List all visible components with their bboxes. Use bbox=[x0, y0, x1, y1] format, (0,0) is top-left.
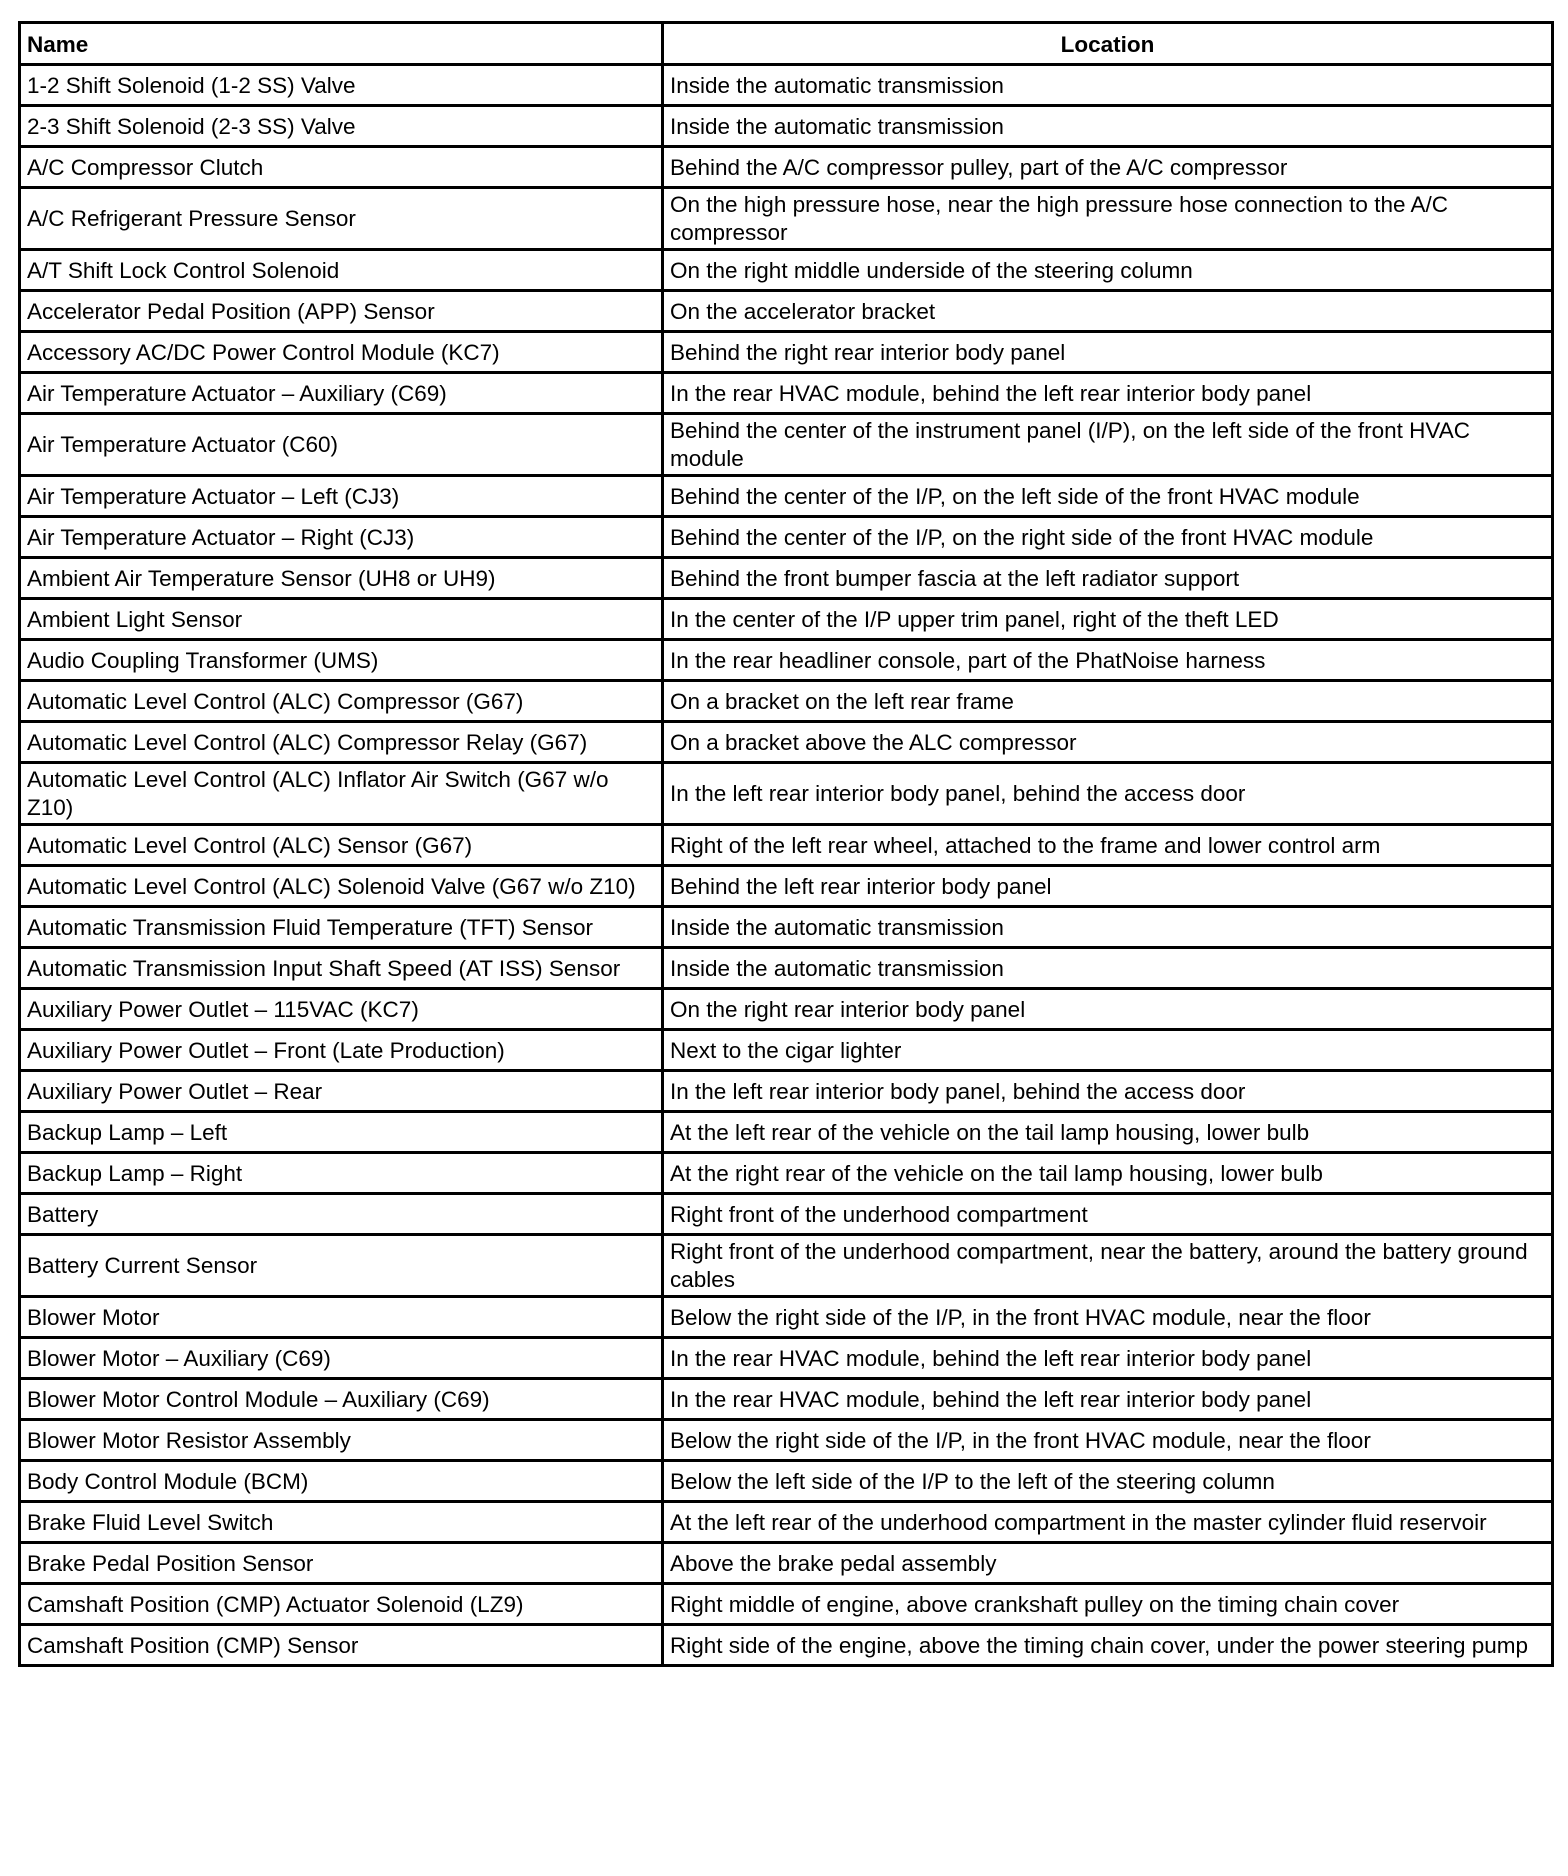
table-row bbox=[20, 1112, 1553, 1153]
cell-component-location: In the left rear interior body panel, behind the access door bbox=[663, 763, 1553, 825]
cell-component-location: Inside the automatic transmission bbox=[663, 948, 1553, 989]
cell-component-location: Next to the cigar lighter bbox=[663, 1030, 1553, 1071]
table-row bbox=[20, 65, 1553, 106]
table-row bbox=[20, 989, 1553, 1030]
table-row bbox=[20, 1071, 1553, 1112]
cell-component-name: Automatic Transmission Fluid Temperature (TFT) Sensor bbox=[20, 907, 663, 948]
table-row bbox=[20, 599, 1553, 640]
table-row bbox=[20, 1194, 1553, 1235]
cell-component-name: 2-3 Shift Solenoid (2-3 SS) Valve bbox=[20, 106, 663, 147]
cell-component-name: Backup Lamp – Left bbox=[20, 1112, 663, 1153]
table-row bbox=[20, 517, 1553, 558]
cell-component-name: Audio Coupling Transformer (UMS) bbox=[20, 640, 663, 681]
table-row bbox=[20, 558, 1553, 599]
cell-component-name: Blower Motor Resistor Assembly bbox=[20, 1420, 663, 1461]
cell-component-location: At the right rear of the vehicle on the tail lamp housing, lower bulb bbox=[663, 1153, 1553, 1194]
cell-component-name: Automatic Level Control (ALC) Compressor Relay (G67) bbox=[20, 722, 663, 763]
table-row bbox=[20, 948, 1553, 989]
table-row bbox=[20, 414, 1553, 476]
table-row bbox=[20, 373, 1553, 414]
cell-component-location: Below the right side of the I/P, in the front HVAC module, near the floor bbox=[663, 1297, 1553, 1338]
table-row bbox=[20, 763, 1553, 825]
cell-component-name: Air Temperature Actuator – Right (CJ3) bbox=[20, 517, 663, 558]
cell-component-name: Accelerator Pedal Position (APP) Sensor bbox=[20, 291, 663, 332]
cell-component-name: Auxiliary Power Outlet – 115VAC (KC7) bbox=[20, 989, 663, 1030]
cell-component-location: Behind the left rear interior body panel bbox=[663, 866, 1553, 907]
cell-component-location: On a bracket on the left rear frame bbox=[663, 681, 1553, 722]
cell-component-name: Auxiliary Power Outlet – Rear bbox=[20, 1071, 663, 1112]
cell-component-name: Blower Motor bbox=[20, 1297, 663, 1338]
cell-component-location: Behind the A/C compressor pulley, part of the A/C compressor bbox=[663, 147, 1553, 188]
cell-component-name: Body Control Module (BCM) bbox=[20, 1461, 663, 1502]
cell-component-location: In the left rear interior body panel, behind the access door bbox=[663, 1071, 1553, 1112]
cell-component-name: Backup Lamp – Right bbox=[20, 1153, 663, 1194]
cell-component-name: Automatic Level Control (ALC) Solenoid Valve (G67 w/o Z10) bbox=[20, 866, 663, 907]
cell-component-location: Inside the automatic transmission bbox=[663, 65, 1553, 106]
cell-component-location: Right of the left rear wheel, attached to the frame and lower control arm bbox=[663, 825, 1553, 866]
cell-component-name: Blower Motor Control Module – Auxiliary (C69) bbox=[20, 1379, 663, 1420]
table-row bbox=[20, 825, 1553, 866]
cell-component-name: Auxiliary Power Outlet – Front (Late Production) bbox=[20, 1030, 663, 1071]
cell-component-location: On the high pressure hose, near the high pressure hose connection to the A/C compressor bbox=[663, 188, 1553, 250]
table-row bbox=[20, 722, 1553, 763]
cell-component-location: At the left rear of the underhood compartment in the master cylinder fluid reservoir bbox=[663, 1502, 1553, 1543]
table-row bbox=[20, 106, 1553, 147]
cell-component-name: Automatic Transmission Input Shaft Speed (AT ISS) Sensor bbox=[20, 948, 663, 989]
table-row bbox=[20, 1030, 1553, 1071]
cell-component-name: Automatic Level Control (ALC) Sensor (G67) bbox=[20, 825, 663, 866]
column-header-location: Location bbox=[663, 23, 1553, 65]
cell-component-location: Above the brake pedal assembly bbox=[663, 1543, 1553, 1584]
table-body bbox=[20, 65, 1553, 1666]
column-header-name: Name bbox=[20, 23, 663, 65]
cell-component-location: Right front of the underhood compartment bbox=[663, 1194, 1553, 1235]
table-row bbox=[20, 1584, 1553, 1625]
cell-component-location: Below the right side of the I/P, in the front HVAC module, near the floor bbox=[663, 1420, 1553, 1461]
table-row bbox=[20, 1379, 1553, 1420]
cell-component-location: On the accelerator bracket bbox=[663, 291, 1553, 332]
cell-component-location: Right middle of engine, above crankshaft pulley on the timing chain cover bbox=[663, 1584, 1553, 1625]
cell-component-location: Behind the center of the I/P, on the right side of the front HVAC module bbox=[663, 517, 1553, 558]
table-row bbox=[20, 907, 1553, 948]
table-row bbox=[20, 1153, 1553, 1194]
cell-component-name: A/C Refrigerant Pressure Sensor bbox=[20, 188, 663, 250]
table-row bbox=[20, 1420, 1553, 1461]
table-row bbox=[20, 1461, 1553, 1502]
cell-component-location: Behind the center of the I/P, on the left side of the front HVAC module bbox=[663, 476, 1553, 517]
table-row bbox=[20, 250, 1553, 291]
table-row bbox=[20, 866, 1553, 907]
table-row bbox=[20, 1502, 1553, 1543]
table-row bbox=[20, 291, 1553, 332]
cell-component-name: Camshaft Position (CMP) Sensor bbox=[20, 1625, 663, 1666]
table-header-row bbox=[20, 23, 1553, 65]
cell-component-location: At the left rear of the vehicle on the tail lamp housing, lower bulb bbox=[663, 1112, 1553, 1153]
cell-component-location: Inside the automatic transmission bbox=[663, 907, 1553, 948]
table-row bbox=[20, 188, 1553, 250]
component-location-sheet bbox=[18, 21, 1551, 1667]
table-row bbox=[20, 332, 1553, 373]
cell-component-location: In the center of the I/P upper trim panel, right of the theft LED bbox=[663, 599, 1553, 640]
table-row bbox=[20, 681, 1553, 722]
component-location-table bbox=[18, 21, 1554, 1667]
cell-component-location: Inside the automatic transmission bbox=[663, 106, 1553, 147]
cell-component-name: Automatic Level Control (ALC) Compressor (G67) bbox=[20, 681, 663, 722]
table-row bbox=[20, 476, 1553, 517]
cell-component-location: Right side of the engine, above the timing chain cover, under the power steering pump bbox=[663, 1625, 1553, 1666]
cell-component-location: Right front of the underhood compartment, near the battery, around the battery ground cables bbox=[663, 1235, 1553, 1297]
cell-component-location: Behind the right rear interior body panel bbox=[663, 332, 1553, 373]
table-row bbox=[20, 640, 1553, 681]
cell-component-name: Battery Current Sensor bbox=[20, 1235, 663, 1297]
table-row bbox=[20, 1297, 1553, 1338]
cell-component-name: Blower Motor – Auxiliary (C69) bbox=[20, 1338, 663, 1379]
cell-component-location: In the rear HVAC module, behind the left rear interior body panel bbox=[663, 373, 1553, 414]
cell-component-name: 1-2 Shift Solenoid (1-2 SS) Valve bbox=[20, 65, 663, 106]
cell-component-location: In the rear HVAC module, behind the left rear interior body panel bbox=[663, 1379, 1553, 1420]
cell-component-name: Brake Pedal Position Sensor bbox=[20, 1543, 663, 1584]
cell-component-name: Battery bbox=[20, 1194, 663, 1235]
cell-component-name: Air Temperature Actuator (C60) bbox=[20, 414, 663, 476]
cell-component-name: Ambient Air Temperature Sensor (UH8 or UH9) bbox=[20, 558, 663, 599]
cell-component-location: Below the left side of the I/P to the left of the steering column bbox=[663, 1461, 1553, 1502]
table-row bbox=[20, 1543, 1553, 1584]
cell-component-location: In the rear HVAC module, behind the left rear interior body panel bbox=[663, 1338, 1553, 1379]
cell-component-location: On a bracket above the ALC compressor bbox=[663, 722, 1553, 763]
cell-component-name: A/C Compressor Clutch bbox=[20, 147, 663, 188]
cell-component-location: In the rear headliner console, part of the PhatNoise harness bbox=[663, 640, 1553, 681]
cell-component-location: On the right rear interior body panel bbox=[663, 989, 1553, 1030]
cell-component-name: Camshaft Position (CMP) Actuator Solenoid (LZ9) bbox=[20, 1584, 663, 1625]
cell-component-name: A/T Shift Lock Control Solenoid bbox=[20, 250, 663, 291]
cell-component-name: Accessory AC/DC Power Control Module (KC7) bbox=[20, 332, 663, 373]
cell-component-location: Behind the front bumper fascia at the left radiator support bbox=[663, 558, 1553, 599]
cell-component-location: On the right middle underside of the steering column bbox=[663, 250, 1553, 291]
table-row bbox=[20, 147, 1553, 188]
table-row bbox=[20, 1625, 1553, 1666]
table-row bbox=[20, 1338, 1553, 1379]
cell-component-name: Ambient Light Sensor bbox=[20, 599, 663, 640]
cell-component-location: Behind the center of the instrument panel (I/P), on the left side of the front HVAC module bbox=[663, 414, 1553, 476]
cell-component-name: Brake Fluid Level Switch bbox=[20, 1502, 663, 1543]
cell-component-name: Air Temperature Actuator – Left (CJ3) bbox=[20, 476, 663, 517]
table-row bbox=[20, 1235, 1553, 1297]
cell-component-name: Air Temperature Actuator – Auxiliary (C69) bbox=[20, 373, 663, 414]
cell-component-name: Automatic Level Control (ALC) Inflator Air Switch (G67 w/o Z10) bbox=[20, 763, 663, 825]
